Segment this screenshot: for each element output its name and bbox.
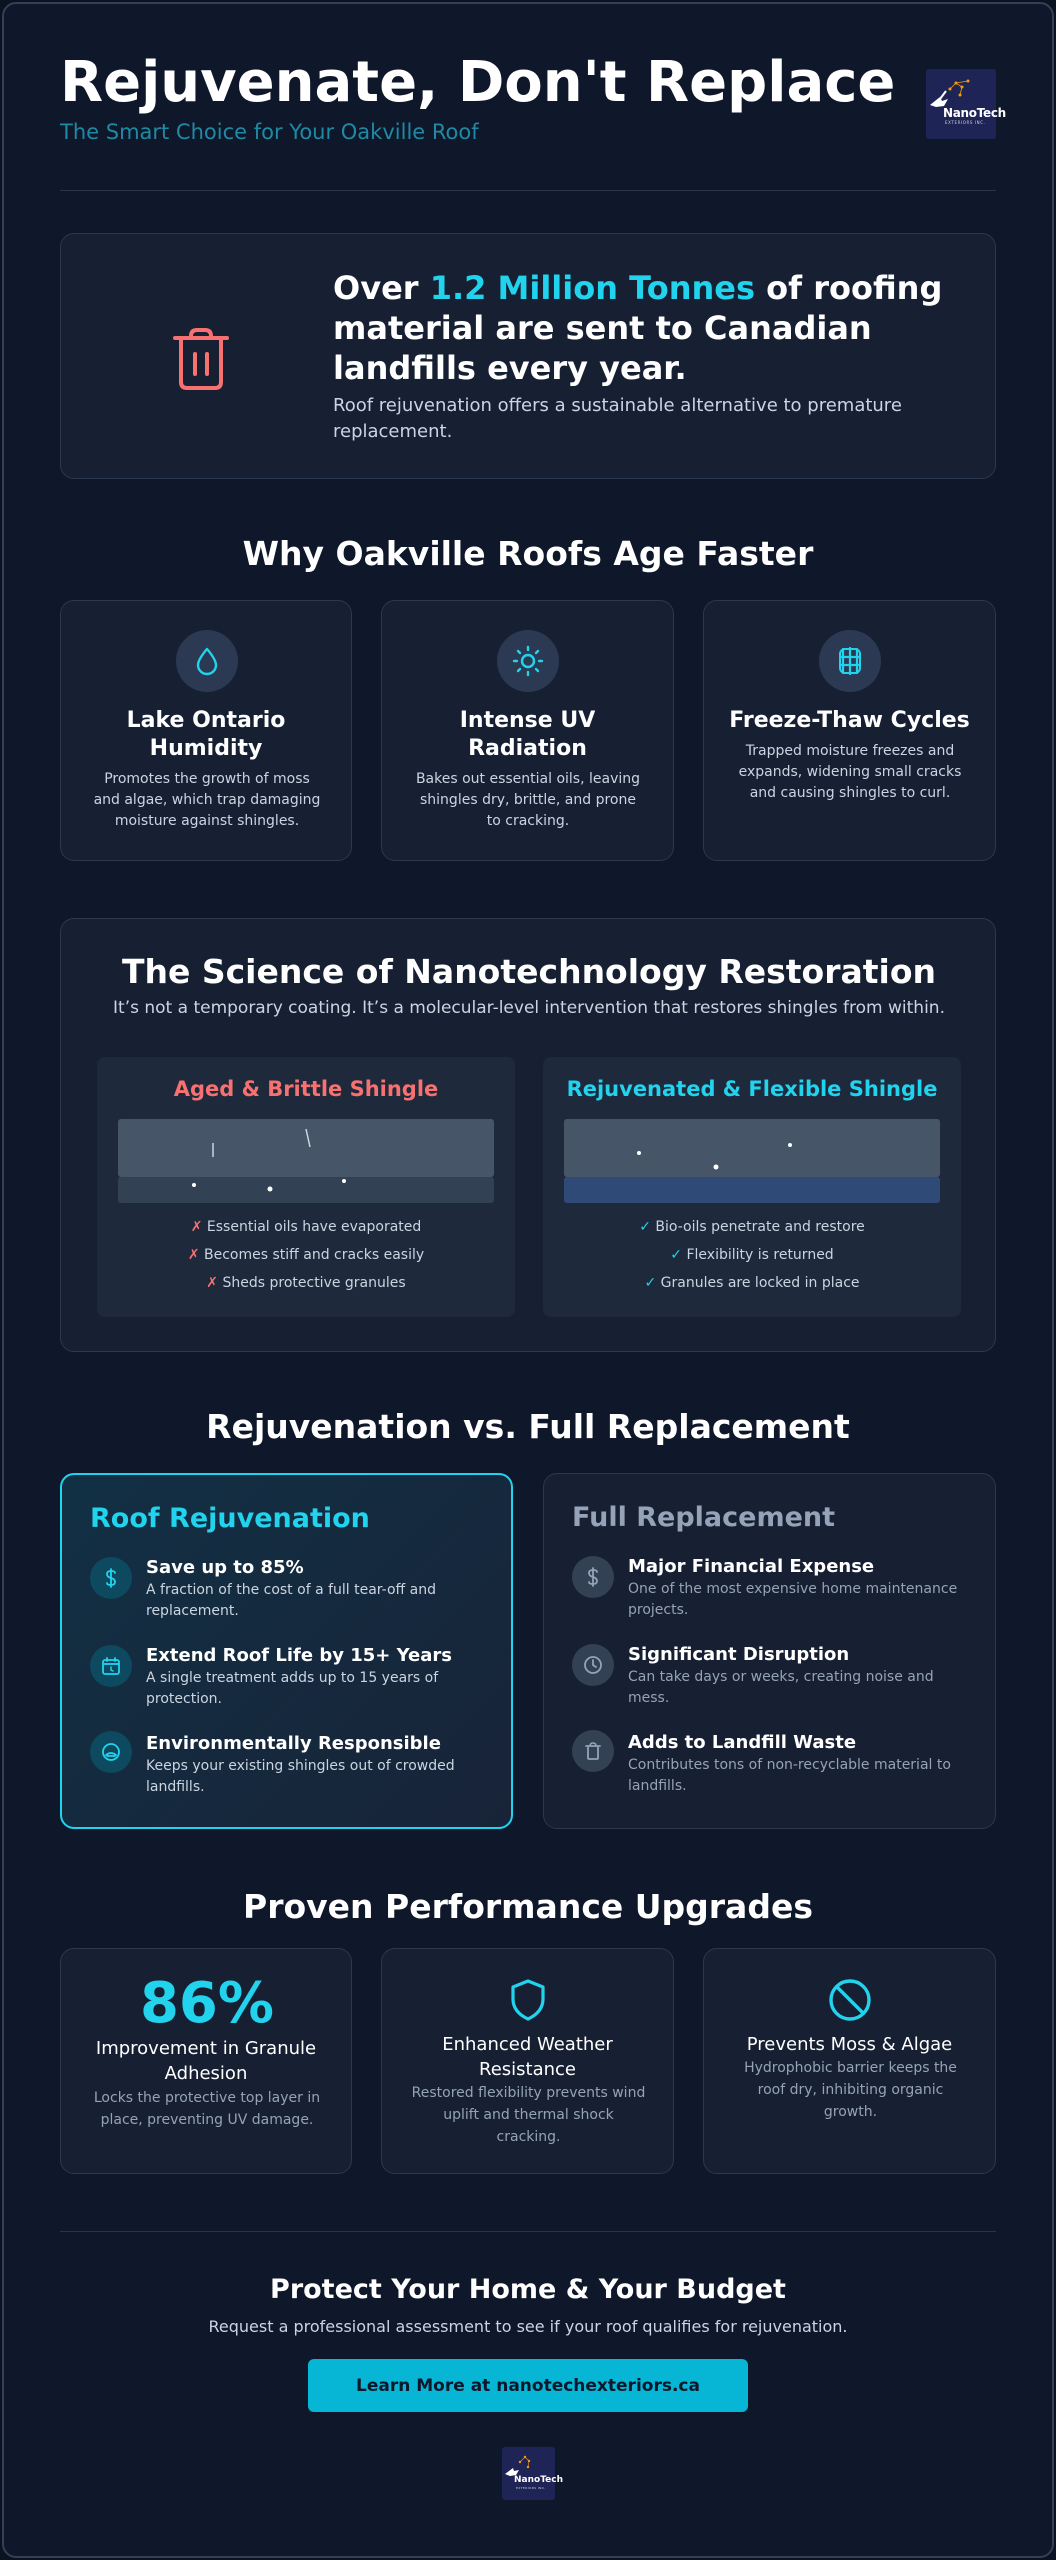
drawback-icon-wrap [572,1556,614,1598]
factor-title-line1: Lake Ontario [126,708,286,733]
factor-icon-wrap [497,630,559,692]
page-subtitle: The Smart Choice for Your Oakville Roof [60,120,479,144]
why-heading: Why Oakville Roofs Age Faster [242,534,814,573]
drawback-desc-line2: landfills. [628,1778,687,1794]
factor-desc: Bakes out essential oils, leaving shingles dry, brittle, and prone to cracking. [415,771,641,829]
ban-icon [828,1978,872,2022]
drawback-desc [628,1755,968,1797]
benefit-desc-line1: Keeps your existing shingles out of crowded [146,1758,455,1774]
footer-logo-text: NanoTech [514,2475,563,2485]
performance-title [382,2032,673,2082]
performance-heading: Proven Performance Upgrades [243,1887,813,1926]
aged-bullet [97,1247,515,1263]
rejuvenated-shingle-illustration [564,1119,940,1203]
aged-bullet-text: Sheds protective granules [222,1275,406,1291]
benefit-desc-line2: replacement. [146,1603,239,1619]
x-mark-icon: ✗ [187,1247,200,1263]
divider [60,190,996,191]
drawback-desc-line2: mess. [628,1690,670,1706]
benefit-desc-line1: A single treatment adds up to 15 years of [146,1670,439,1686]
check-mark-icon: ✓ [670,1247,683,1263]
benefit-icon-wrap [90,1731,132,1773]
x-mark-icon: ✗ [190,1219,203,1235]
performance-title-line2: Adhesion [164,2063,248,2084]
trash-icon [582,1740,604,1762]
drawback-desc [628,1667,968,1709]
page-title: Rejuvenate, Don't Replace [60,50,896,115]
science-card [60,918,996,1352]
benefit-icon-wrap [90,1557,132,1599]
benefit-desc-line2: protection. [146,1691,222,1707]
benefit-desc [146,1756,486,1798]
footer-logo-subtext: EXTERIORS INC. [516,2486,546,2490]
drawback-desc-line1: Can take days or weeks, creating noise and [628,1669,934,1685]
drawback-desc-line2: projects. [628,1602,689,1618]
performance-desc-line1: Restored flexibility prevents wind [411,2085,646,2101]
rejuvenated-bullet-text: Granules are locked in place [660,1275,860,1291]
performance-desc-line3: growth. [823,2104,878,2120]
logo-mark-icon [926,69,996,139]
aged-bullet-text: Essential oils have evaporated [206,1219,422,1235]
science-subtitle: It’s not a temporary coating. It’s a molecular-level intervention that restores shingles from within. [113,998,945,1018]
benefit-title: Save up to 85% [146,1557,304,1578]
drawback-title: Major Financial Expense [628,1556,875,1577]
leaf-icon [100,1741,122,1763]
performance-card-adhesion [60,1948,352,2174]
performance-card-weather [381,1948,674,2174]
performance-title-line1: Enhanced Weather [442,2034,613,2055]
benefit-icon-wrap [90,1645,132,1687]
drawback-desc-line1: One of the most expensive home maintenance [628,1581,958,1597]
learn-more-button[interactable]: Learn More at nanotechexteriors.ca [308,2359,748,2412]
stat-description: Roof rejuvenation offers a sustainable alternative to premature replacement. [333,395,902,442]
landfill-stat-card [60,233,996,479]
benefit-title: Extend Roof Life by 15+ Years [146,1645,452,1666]
performance-desc-line2: uplift and thermal shock [443,2107,614,2123]
aged-shingle-title: Aged & Brittle Shingle [173,1077,439,1101]
logo-text: NanoTech [943,106,1006,120]
factor-title-line1: Intense UV [459,708,596,733]
factor-card-humidity [60,600,352,861]
rejuvenation-card [60,1473,513,1829]
logo-subtext: EXTERIORS INC. [945,120,986,125]
dollar-icon [582,1566,604,1588]
performance-desc-line1: Locks the protective top layer in [93,2090,321,2106]
cta-heading: Protect Your Home & Your Budget [270,2274,786,2305]
water-drop-icon [192,646,222,676]
stat-headline-line2: material are sent to Canadian [333,309,872,347]
rejuvenated-bullet [543,1275,961,1291]
performance-title-line2: Resistance [479,2059,576,2080]
factor-card-freeze-thaw [703,600,996,861]
rejuvenated-bullet-text: Bio-oils penetrate and restore [655,1219,865,1235]
benefit-desc [146,1580,486,1622]
logo-mark-icon [502,2447,555,2500]
performance-title [61,2036,351,2086]
check-mark-icon: ✓ [639,1219,651,1235]
factor-desc: Promotes the growth of moss and algae, which trap damaging moisture against shingles. [93,771,321,829]
cta-subtitle: Request a professional assessment to see if your roof qualifies for rejuvenation. [208,2317,848,2336]
freeze-thaw-icon [835,645,865,677]
performance-desc-line1: Hydrophobic barrier keeps the [744,2060,957,2076]
factor-title [61,707,351,763]
rejuvenation-title: Roof Rejuvenation [90,1503,370,1534]
drawback-desc [628,1579,968,1621]
calendar-icon [100,1655,122,1677]
replacement-title: Full Replacement [572,1502,836,1533]
performance-desc [724,2057,977,2123]
replacement-card [543,1473,996,1829]
science-heading: The Science of Nanotechnology Restoration [121,952,937,991]
rejuvenated-bullet-text: Flexibility is returned [686,1247,834,1263]
aged-bullet-text: Becomes stiff and cracks easily [204,1247,425,1263]
factor-card-uv [381,600,674,861]
divider [60,2231,996,2232]
performance-desc-line2: roof dry, inhibiting organic [757,2082,944,2098]
performance-title: Prevents Moss & Algae [746,2034,953,2055]
performance-desc [402,2082,655,2148]
benefit-desc [146,1668,486,1710]
clock-icon [582,1654,604,1676]
rejuvenated-bullet [543,1219,961,1235]
factor-title: Freeze-Thaw Cycles [729,708,970,733]
drawback-desc-line1: Contributes tons of non-recyclable material to [628,1757,951,1773]
benefit-title: Environmentally Responsible [146,1733,441,1754]
benefit-desc-line1: A fraction of the cost of a full tear-off and [146,1582,436,1598]
factor-title-line2: Humidity [149,736,263,761]
aged-bullet [97,1275,515,1291]
stat-highlight: 1.2 Million Tonnes [429,269,756,307]
shield-icon [508,1978,548,2022]
trash-icon [171,326,231,392]
sun-icon [512,645,544,677]
stat-headline-pre: Over [333,269,430,307]
footer-logo [502,2447,563,2500]
x-mark-icon: ✗ [206,1275,219,1291]
rejuvenated-shingle-title: Rejuvenated & Flexible Shingle [566,1077,938,1101]
stat-headline-post: of roofing [755,269,943,307]
factor-icon-wrap [819,630,881,692]
factor-desc: Trapped moisture freezes and expands, widening small cracks and causing shingles to curl. [738,743,962,801]
performance-desc-line2: place, preventing UV damage. [100,2112,314,2128]
factor-title-line2: Radiation [468,736,587,761]
adhesion-stat: 86% [139,1971,275,2036]
performance-title-line1: Improvement in Granule [95,2038,317,2059]
aged-bullet [97,1219,515,1235]
factor-icon-wrap [176,630,238,692]
rejuvenated-bullet [543,1247,961,1263]
compare-heading: Rejuvenation vs. Full Replacement [206,1407,850,1446]
nanotech-logo [926,69,1006,139]
performance-card-moss [703,1948,996,2174]
stat-headline [333,268,973,388]
dollar-icon [100,1567,122,1589]
drawback-icon-wrap [572,1730,614,1772]
rejuvenated-shingle-panel [543,1057,961,1317]
performance-desc [81,2087,333,2131]
aged-shingle-panel [97,1057,515,1317]
factor-title [382,707,673,763]
aged-shingle-illustration [118,1119,494,1203]
benefit-desc-line2: landfills. [146,1779,205,1795]
drawback-icon-wrap [572,1644,614,1686]
drawback-title: Adds to Landfill Waste [628,1732,857,1753]
drawback-title: Significant Disruption [628,1644,850,1665]
stat-headline-line3: landfills every year. [333,349,687,387]
check-mark-icon: ✓ [644,1275,657,1291]
performance-desc-line3: cracking. [496,2129,561,2145]
